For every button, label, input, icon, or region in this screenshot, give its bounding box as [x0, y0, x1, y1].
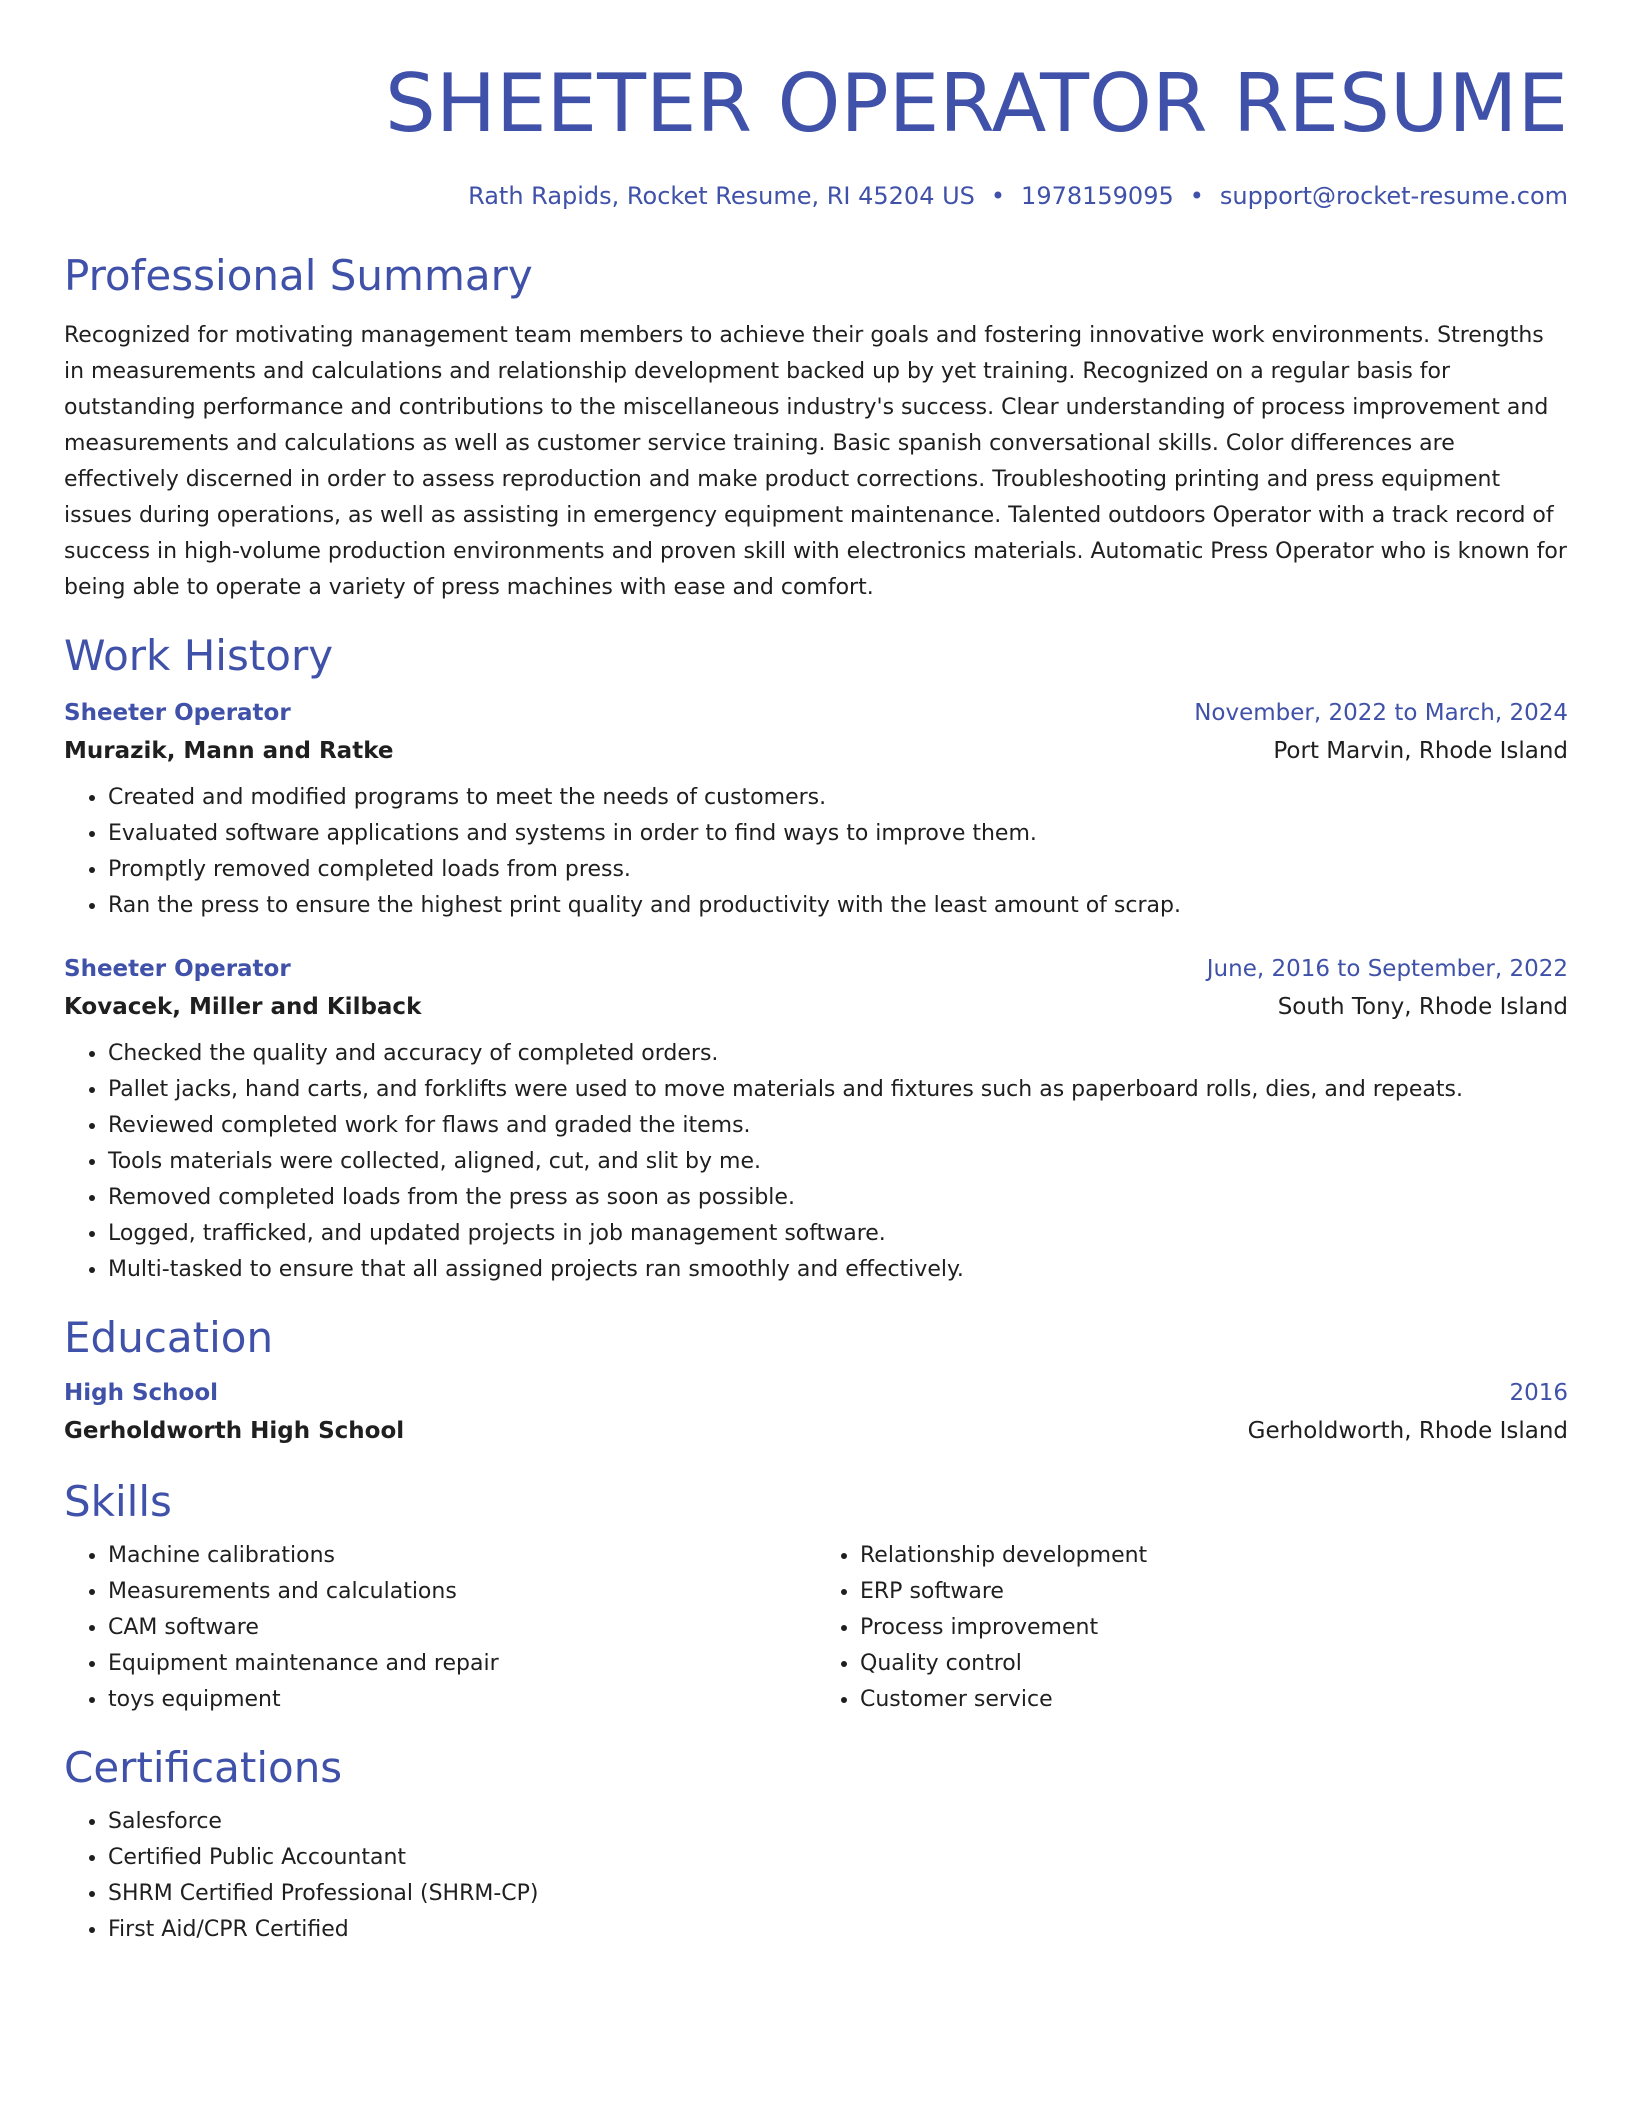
skill-item: • ERP software: [860, 1574, 1568, 1610]
contact-separator: •: [990, 182, 1006, 210]
certifications-list: [64, 1804, 1568, 1948]
skills-heading: Skills: [64, 1477, 172, 1526]
certifications-heading: Certifications: [64, 1743, 343, 1792]
job-location: South Tony, Rhode Island: [1277, 994, 1568, 1020]
work-history-heading: Work History: [64, 631, 334, 680]
job-title: Sheeter Operator: [64, 700, 291, 726]
job-bullet: • Ran the press to ensure the highest print quality and productivity with the least amount of scrap.: [108, 888, 1568, 924]
job-entry: [64, 950, 1568, 1288]
job-dates: November, 2022 to March, 2024: [1194, 700, 1568, 726]
education-entry: [64, 1374, 1568, 1450]
job-company: Kovacek, Miller and Kilback: [64, 994, 422, 1020]
skill-item: • Relationship development: [860, 1538, 1568, 1574]
certification-item: • Salesforce: [108, 1804, 1568, 1840]
job-company: Murazik, Mann and Ratke: [64, 738, 394, 764]
job-bullets: [64, 780, 1568, 924]
resume-title: SHEETER OPERATOR RESUME: [385, 57, 1568, 150]
job-bullet: • Pallet jacks, hand carts, and forklifts were used to move materials and fixtures such as paperboard rolls, dies, and repeats.: [108, 1072, 1568, 1108]
certification-item: • Certified Public Accountant: [108, 1840, 1568, 1876]
job-bullet: • Removed completed loads from the press as soon as possible.: [108, 1180, 1568, 1216]
skill-item: • Quality control: [860, 1646, 1568, 1682]
certification-item: • First Aid/CPR Certified: [108, 1912, 1568, 1948]
education-degree: High School: [64, 1380, 219, 1406]
education-location: Gerholdworth, Rhode Island: [1247, 1418, 1568, 1444]
job-bullet: • Logged, trafficked, and updated projects in job management software.: [108, 1216, 1568, 1252]
skill-item: • Customer service: [860, 1682, 1568, 1718]
contact-address: Rath Rapids, Rocket Resume, RI 45204 US: [468, 182, 975, 210]
job-dates: June, 2016 to September, 2022: [1206, 956, 1568, 982]
job-title: Sheeter Operator: [64, 956, 291, 982]
contact-email[interactable]: support@rocket-resume.com: [1219, 182, 1568, 210]
contact-line: [64, 180, 1568, 212]
contact-phone: 1978159095: [1021, 182, 1174, 210]
job-entry: [64, 694, 1568, 924]
job-bullet: • Evaluated software applications and systems in order to find ways to improve them.: [108, 816, 1568, 852]
skills-columns: [64, 1528, 1568, 1718]
job-bullet: • Created and modified programs to meet the needs of customers.: [108, 780, 1568, 816]
job-bullet: • Promptly removed completed loads from press.: [108, 852, 1568, 888]
skill-item: • Process improvement: [860, 1610, 1568, 1646]
summary-heading: Professional Summary: [64, 251, 533, 300]
skill-item: • Machine calibrations: [108, 1538, 816, 1574]
education-heading: Education: [64, 1313, 274, 1362]
contact-separator: •: [1189, 182, 1204, 210]
skills-list-left: [64, 1538, 816, 1718]
certification-item: • SHRM Certified Professional (SHRM-CP): [108, 1876, 1568, 1912]
job-bullet: • Multi-tasked to ensure that all assigned projects ran smoothly and effectively.: [108, 1252, 1568, 1288]
job-bullet: • Checked the quality and accuracy of completed orders.: [108, 1036, 1568, 1072]
skill-item: • Measurements and calculations: [108, 1574, 816, 1610]
job-bullet: • Reviewed completed work for flaws and graded the items.: [108, 1108, 1568, 1144]
job-bullet: • Tools materials were collected, aligned, cut, and slit by me.: [108, 1144, 1568, 1180]
skill-item: • toys equipment: [108, 1682, 816, 1718]
education-school: Gerholdworth High School: [64, 1418, 405, 1444]
job-location: Port Marvin, Rhode Island: [1273, 738, 1568, 764]
skill-item: • CAM software: [108, 1610, 816, 1646]
skills-list-right: [816, 1538, 1568, 1718]
summary-text: Recognized for motivating management team members to achieve their goals and fostering innovative work environments. Strengths in measurements and calculations and relationship development backed up by yet training. Recognized on a regular basis for outstanding performance and contributions to the miscellaneous industry's success. Clear understanding of process improvement and measurements and calculations as well as customer service training. Basic spanish conversational skills. Color differences are effectively discerned in order to assess reproduction and make product corrections. Troubleshooting printing and press equipment issues during operations, as well as assisting in emergency equipment maintenance. Talented outdoors Operator with a track record of success in high-volume production environments and proven skill with electronics materials. Automatic Press Operator who is known for being able to operate a variety of press machines with ease and comfort.: [64, 323, 1567, 600]
job-bullets: [64, 1036, 1568, 1288]
skill-item: • Equipment maintenance and repair: [108, 1646, 816, 1682]
education-year: 2016: [1509, 1380, 1568, 1406]
